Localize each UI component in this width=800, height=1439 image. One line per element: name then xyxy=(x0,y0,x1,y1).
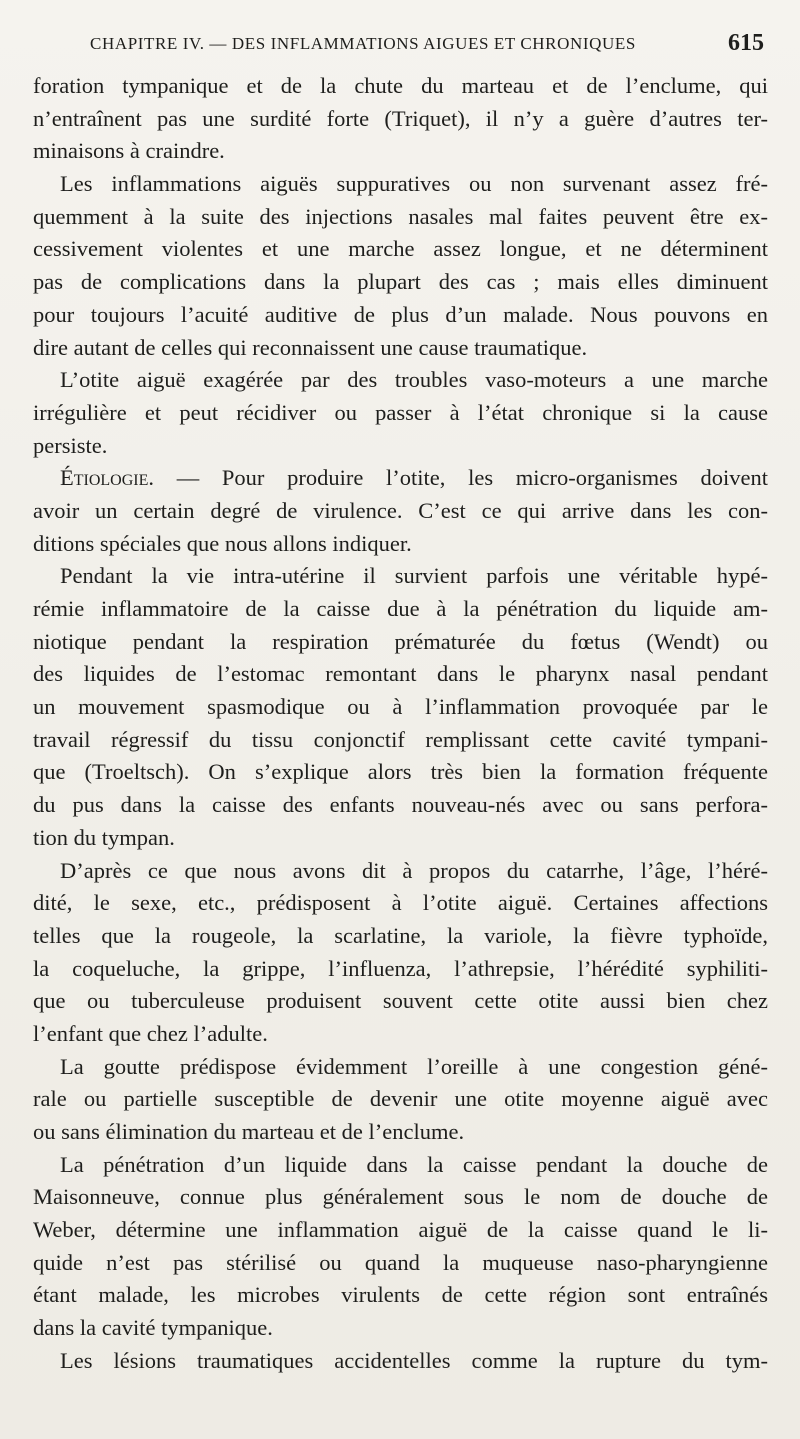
text-line: dire autant de celles qui reconnaissent une cause traumatique. xyxy=(33,334,588,360)
text-line: tion du tympan. xyxy=(33,824,175,850)
page-number: 615 xyxy=(728,30,764,56)
text-line: n’entraînent pas une surdité forte (Triquet), il n’y a guère d’autres ter- xyxy=(33,105,768,131)
text-line: Pendant la vie intra-utérine il survient parfois une véritable hypé- xyxy=(60,563,768,589)
text-line: rémie inflammatoire de la caisse due à la pénétration du liquide am- xyxy=(33,596,768,621)
text-line: l’enfant que chez l’adulte. xyxy=(33,1020,268,1046)
section-rubric: Étiologie. xyxy=(60,465,155,491)
text-line: niotique pendant la respiration prématurée du fœtus (Wendt) ou xyxy=(33,628,768,654)
text-line: pas de complications dans la plupart des cas ; mais elles diminuent xyxy=(33,269,768,295)
text-line: des liquides de l’estomac remontant dans le pharynx nasal pendant xyxy=(33,661,768,687)
text-line: La pénétration d’un liquide dans la caisse pendant la douche de xyxy=(60,1151,768,1177)
running-head xyxy=(90,30,770,62)
text-line: Les lésions traumatiques accidentelles comme la rupture du tym- xyxy=(60,1347,768,1373)
text-line: L’otite aiguë exagérée par des troubles vaso-moteurs a une marche xyxy=(60,367,768,393)
text-line: Weber, détermine une inflammation aiguë de la caisse quand le li- xyxy=(33,1217,768,1243)
text-line: D’après ce que nous avons dit à propos du catarrhe, l’âge, l’héré- xyxy=(60,857,768,883)
text-line: Les inflammations aiguës suppuratives ou non survenant assez fré- xyxy=(60,171,768,197)
text-line: pour toujours l’acuité auditive de plus d’un malade. Nous pouvons en xyxy=(33,301,768,327)
text-line: que ou tuberculeuse produisent souvent cette otite aussi bien chez xyxy=(33,988,768,1014)
text-line: du pus dans la caisse des enfants nouveau-nés avec ou sans perfora- xyxy=(33,792,768,818)
text-line: la coqueluche, la grippe, l’influenza, l’athrepsie, l’hérédité syphiliti- xyxy=(33,955,768,981)
text-line: minaisons à craindre. xyxy=(33,138,225,164)
text-line: dité, le sexe, etc., prédisposent à l’otite aiguë. Certaines affections xyxy=(33,890,768,916)
text-line: ditions spéciales que nous allons indiquer. xyxy=(33,530,412,556)
etiology-heading-line xyxy=(33,462,768,495)
text-line: cessivement violentes et une marche assez longue, et ne déterminent xyxy=(33,236,768,262)
text-line: Maisonneuve, connue plus généralement sous le nom de douche de xyxy=(33,1184,768,1210)
text-line: quide n’est pas stérilisé ou quand la muqueuse naso-pharyngienne xyxy=(33,1249,768,1275)
body-text xyxy=(33,70,768,1378)
text-line: telles que la rougeole, la scarlatine, la variole, la fièvre typhoïde, xyxy=(33,922,768,948)
text-line: irrégulière et peut récidiver ou passer à l’état chronique si la cause xyxy=(33,399,768,425)
text-line: foration tympanique et de la chute du marteau et de l’enclume, qui xyxy=(33,73,768,98)
text-line: avoir un certain degré de virulence. C’est ce qui arrive dans les con- xyxy=(33,497,768,523)
text-line: que (Troeltsch). On s’explique alors très bien la formation fréquente xyxy=(33,759,768,785)
rubric-text: — Pour produire l’otite, les micro-organismes doivent xyxy=(154,465,768,491)
text-line: travail régressif du tissu conjonctif remplissant cette cavité tympani- xyxy=(33,726,768,752)
text-line: rale ou partielle susceptible de devenir une otite moyenne aiguë avec xyxy=(33,1086,768,1112)
text-line: dans la cavité tympanique. xyxy=(33,1315,273,1341)
text-line: persiste. xyxy=(33,432,108,458)
text-line: un mouvement spasmodique ou à l’inflammation provoquée par le xyxy=(33,694,768,720)
text-line: La goutte prédispose évidemment l’oreille à une congestion géné- xyxy=(60,1053,768,1079)
text-line: quemment à la suite des injections nasales mal faites peuvent être ex- xyxy=(33,203,768,229)
text-line: ou sans élimination du marteau et de l’enclume. xyxy=(33,1119,465,1144)
chapter-title: CHAPITRE IV. — DES INFLAMMATIONS AIGUES ET CHRONIQUES xyxy=(90,34,636,53)
text-line: étant malade, les microbes virulents de cette région sont entraînés xyxy=(33,1282,768,1308)
